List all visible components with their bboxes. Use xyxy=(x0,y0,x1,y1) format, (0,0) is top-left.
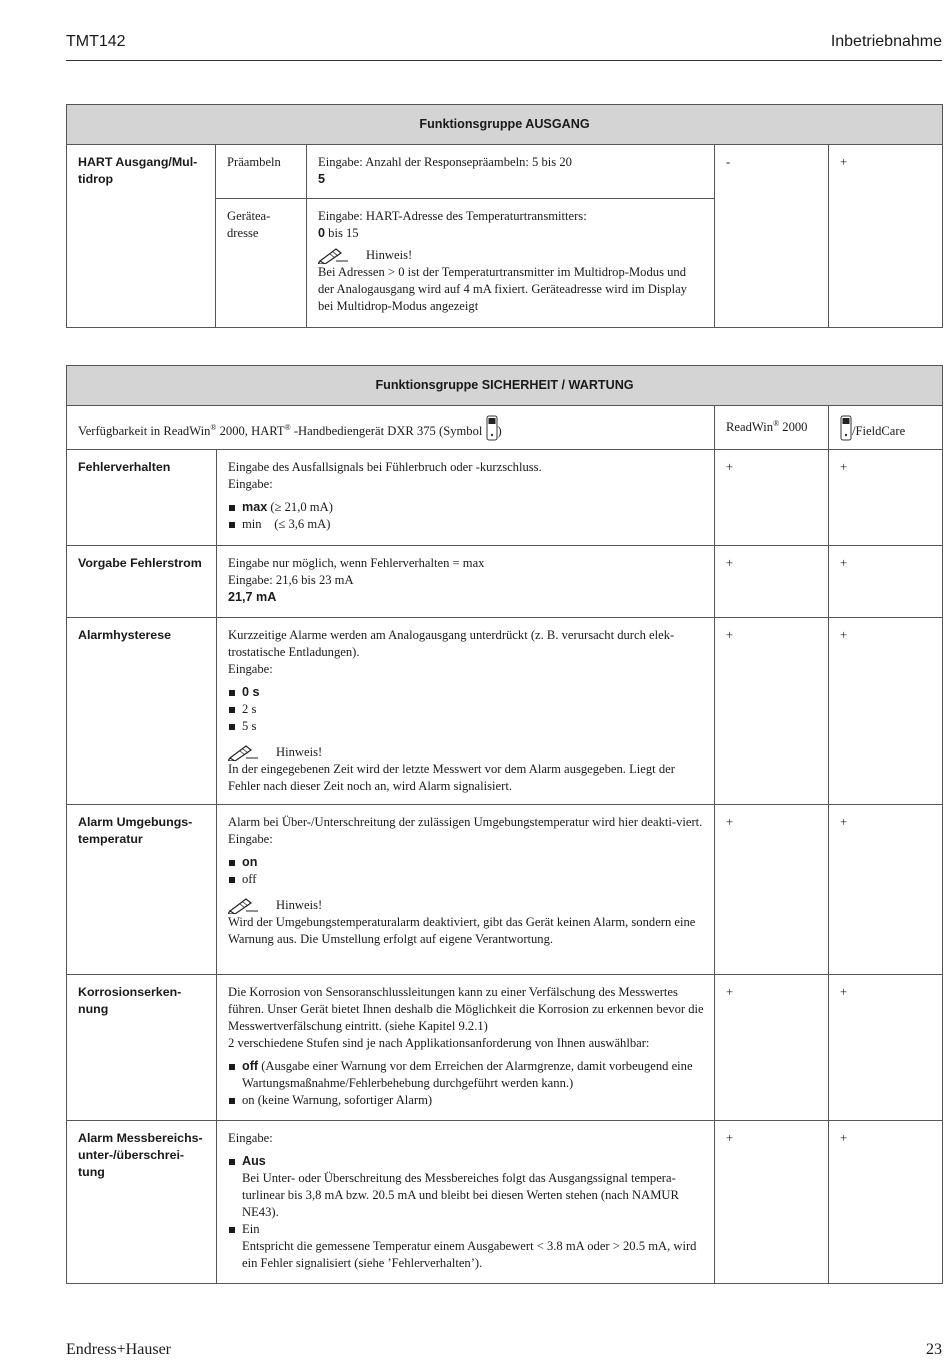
param-korrosionserkennung: Korrosionserken- nung xyxy=(67,975,217,1121)
pencil-note-icon xyxy=(228,743,260,761)
footer-company: Endress+Hauser xyxy=(66,1341,171,1358)
header-model: TMT142 xyxy=(66,33,126,50)
pencil-note-icon xyxy=(228,896,260,914)
table-ausgang xyxy=(66,104,943,328)
readwin-availability: - xyxy=(715,145,829,328)
table-sicherheit-wartung xyxy=(66,365,943,1284)
table-row: Korrosionserken- nung Die Korrosion von Sensoranschlussleitungen kann zu einer Verfälschung des Messwertes führen. Unser Gerät bietet Ihnen deshalb die Möglichkeit die Korrosion zu erkennen bevor die Messwertverfälschung eintritt. (siehe Kapitel 9.2.1) 2 verschiedene Stufen sind je nach Applikationsanforderung von Ihnen auswählbar: off (Ausgabe einer Warnung vor dem Erreichen der Alarmgrenze, damit vorbeugend eine Wartungsmaßnahme/Fehlerbehebung durchgeführt werden kann.) on (keine Warnung, sofortiger Alarm) + + xyxy=(67,975,943,1121)
page-number: 23 xyxy=(926,1341,942,1358)
praeambeln-default: 5 xyxy=(318,172,326,186)
availability-fieldcare: /FieldCare xyxy=(829,406,943,450)
param-fehlerverhalten: Fehlerverhalten xyxy=(67,450,217,546)
table-row: Fehlerverhalten Eingabe des Ausfallsignals bei Fühlerbruch oder -kurzschluss. Eingabe: max (≥ 21,0 mA) min (≤ 3,6 mA) + + xyxy=(67,450,943,546)
note-umgebung: Hinweis! Wird der Umgebungstemperaturalarm deaktiviert, gibt das Gerät keinen Alarm, sondern eine Warnung aus. Die Umstellung erfolgt auf eigene Verantwortung. xyxy=(228,898,696,946)
praeambeln-text: Eingabe: Anzahl der Responsepräambeln: 5 bis 20 xyxy=(318,155,572,169)
note-geraeteadresse xyxy=(318,246,704,315)
param-vorgabe-fehlerstrom: Vorgabe Fehlerstrom xyxy=(67,546,217,618)
table-row: Vorgabe Fehlerstrom Eingabe nur möglich, wenn Fehlerverhalten = max Eingabe: 21,6 bis 23 mA 21,7 mA + + xyxy=(67,546,943,618)
geraeteadresse-text: Eingabe: HART-Adresse des Temperaturtransmitters: xyxy=(318,209,587,223)
option-list: on off xyxy=(228,854,704,888)
sub-geraeteadresse: Gerätea- dresse xyxy=(216,199,307,328)
pencil-note-icon xyxy=(318,246,350,264)
group-title-sicherheit: Funktionsgruppe SICHERHEIT / WARTUNG xyxy=(67,366,943,406)
desc-praeambeln xyxy=(307,145,715,199)
param-alarmhysterese: Alarmhysterese xyxy=(67,618,217,805)
param-hart-multidrop: HART Ausgang/Mul- tidrop xyxy=(67,145,216,328)
note-text: Bei Adressen > 0 ist der Temperaturtransmitter im Multidrop-Modus und der Analogausgang wird auf 4 mA fixiert. Geräteadresse wird im Display bei Multidrop-Modus angezeigt xyxy=(318,265,687,313)
option-list: off (Ausgabe einer Warnung vor dem Erreichen der Alarmgrenze, damit vorbeugend eine Wartungsmaßnahme/Fehlerbehebung durchgeführt werden kann.) on (keine Warnung, sofortiger Alarm) xyxy=(228,1058,704,1109)
table-row: Alarmhysterese Kurzzeitige Alarme werden am Analogausgang unterdrückt (z. B. verursacht durch elek-trostatische Entladungen). Eingabe: 0 s 2 s 5 s Hinweis! In der eingegebenen Zeit wird der letzte Messwert vor dem Alarm ausgegeben. Liegt der Fehler nach dieser Zeit noch an, wird Alarm signalisiert. + + xyxy=(67,618,943,805)
header-section: Inbetriebnahme xyxy=(830,33,942,50)
availability-row-label: Verfügbarkeit in ReadWin® 2000, HART® -Handbediengerät DXR 375 (Symbol ) xyxy=(67,406,715,450)
geraeteadresse-default: 0 xyxy=(318,226,326,240)
note-title: Hinweis! xyxy=(366,248,413,262)
page-header xyxy=(66,30,942,61)
geraeteadresse-range: bis 15 xyxy=(325,226,359,240)
sub-praeambeln: Präambeln xyxy=(216,145,307,199)
option-list: 0 s 2 s 5 s xyxy=(228,684,704,735)
option-list: Aus Bei Unter- oder Überschreitung des Messbereiches folgt das Ausgangssignal tempera-turlinear bis 3,8 mA bzw. 20.5 mA und bleibt bei diesen Werten stehen (nach NAMUR NE43). Ein Entspricht die gemessene Temperatur einem Ausgabewert < 3.8 mA oder > 20.5 mA, wird ein Fehler signalisiert (siehe ’Fehlerverhalten’). xyxy=(228,1153,704,1272)
fieldcare-availability: + xyxy=(829,145,943,328)
option-list: max (≥ 21,0 mA) min (≤ 3,6 mA) xyxy=(228,499,704,533)
table-row: Alarm Messbereichs- unter-/überschrei- tung Eingabe: Aus Bei Unter- oder Überschreitung des Messbereiches folgt das Ausgangssignal tempera-turlinear bis 3,8 mA bzw. 20.5 mA und bleibt bei diesen Werten stehen (nach NAMUR NE43). Ein Entspricht die gemessene Temperatur einem Ausgabewert < 3.8 mA oder > 20.5 mA, wird ein Fehler signalisiert (siehe ’Fehlerverhalten’). + + xyxy=(67,1121,943,1284)
desc-geraeteadresse xyxy=(307,199,715,328)
group-title-ausgang: Funktionsgruppe AUSGANG xyxy=(67,105,943,145)
handheld-device-icon xyxy=(486,415,498,441)
handheld-device-icon xyxy=(840,415,852,441)
param-alarm-messbereich: Alarm Messbereichs- unter-/überschrei- tung xyxy=(67,1121,217,1284)
table-row: Alarm Umgebungs- temperatur Alarm bei Über-/Unterschreitung der zulässigen Umgebungstemperatur wird hier deakti-viert. Eingabe: on off Hinweis! Wird der Umgebungstemperaturalarm deaktiviert, gibt das Gerät keinen Alarm, sondern eine Warnung aus. Die Umstellung erfolgt auf eigene Verantwortung. + + xyxy=(67,805,943,975)
param-alarm-umgebungstemperatur: Alarm Umgebungs- temperatur xyxy=(67,805,217,975)
note-alarmhysterese: Hinweis! In der eingegebenen Zeit wird der letzte Messwert vor dem Alarm ausgegeben. Liegt der Fehler nach dieser Zeit noch an, wird Alarm signalisiert. xyxy=(228,745,675,793)
availability-readwin: ReadWin® 2000 xyxy=(715,406,829,450)
